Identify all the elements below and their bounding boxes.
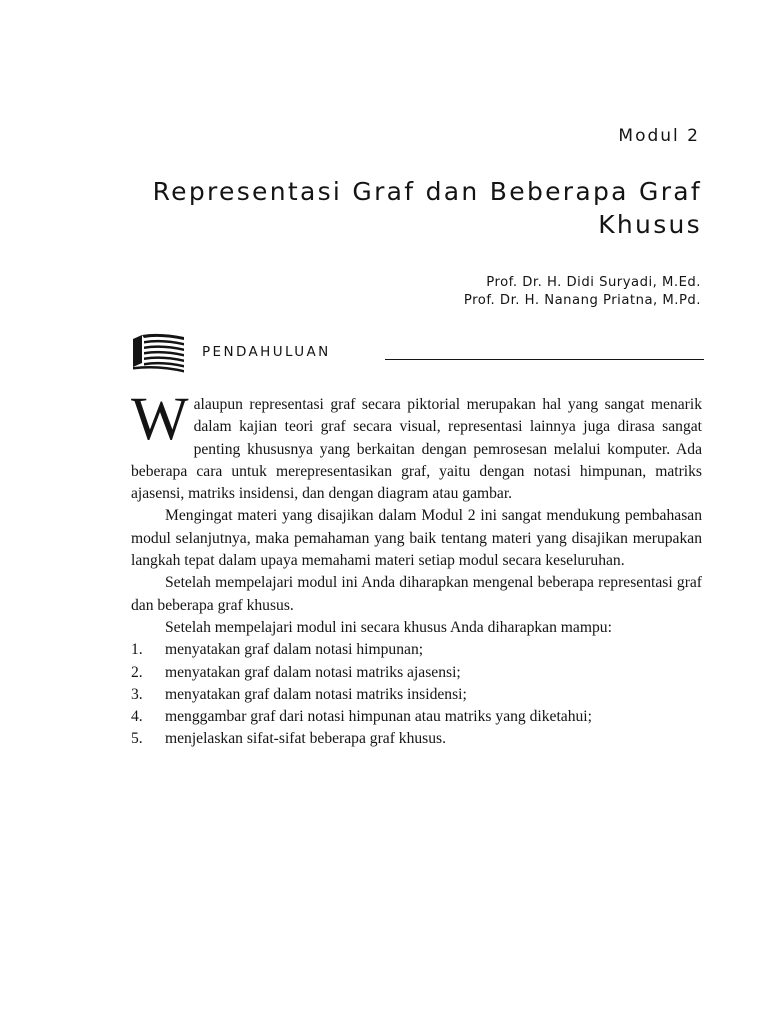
paragraph: Mengingat materi yang disajikan dalam Modul 2 ini sangat mendukung pembahasan modul selanjutnya, maka pemahaman yang baik tentang materi yang disajikan merupakan langkah tepat dalam upaya memahami materi setiap modul secara keseluruhan.: [131, 507, 702, 570]
list-number: 1.: [131, 641, 143, 659]
body-text: [131, 386, 702, 751]
section-label: PENDAHULUAN: [202, 344, 331, 360]
list-text: menyatakan graf dalam notasi himpunan;: [165, 641, 424, 659]
list-number: 2.: [131, 663, 143, 681]
list-item: [131, 662, 702, 684]
module-label: Modul 2: [618, 126, 700, 146]
paragraph: Setelah mempelajari modul ini Anda diharapkan mengenal beberapa representasi graf dan beberapa graf khusus.: [131, 574, 702, 614]
section-heading: [130, 333, 704, 373]
page-title: Representasi Graf dan Beberapa Graf Khusus: [152, 177, 702, 239]
list-text: menjelaskan sifat-sifat beberapa graf khusus.: [165, 730, 447, 748]
book-pages-icon: [130, 333, 186, 373]
list-item: [131, 706, 702, 728]
list-number: 5.: [131, 730, 143, 748]
author-list: [464, 274, 701, 310]
list-number: 3.: [131, 685, 143, 703]
section-divider: [385, 359, 704, 360]
list-item: [131, 728, 702, 750]
list-text: menggambar graf dari notasi himpunan atau matriks yang diketahui;: [165, 708, 592, 726]
drop-cap: W: [131, 386, 189, 453]
list-item: [131, 684, 702, 706]
objectives-list: [131, 639, 702, 750]
author-name: Prof. Dr. H. Didi Suryadi, M.Ed.: [486, 275, 701, 290]
list-item: [131, 639, 702, 661]
list-text: menyatakan graf dalam notasi matriks insidensi;: [165, 685, 467, 703]
author-name: Prof. Dr. H. Nanang Priatna, M.Pd.: [463, 293, 701, 308]
list-text: menyatakan graf dalam notasi matriks ajasensi;: [165, 663, 461, 681]
list-number: 4.: [131, 708, 143, 726]
paragraph-text: alaupun representasi graf secara piktorial merupakan hal yang sangat menarik dalam kajian teori graf secara visual, representasi lainnya juga dirasa sangat penting khususnya yang berkaitan dengan pemrosesan melalui komputer. Ada beberapa cara untuk merepresentasikan graf, yaitu dengan notasi himpunan, matriks ajasensi, matriks insidensi, dan dengan diagram atau gambar.: [131, 396, 702, 503]
paragraph: Setelah mempelajari modul ini secara khusus Anda diharapkan mampu:: [165, 618, 612, 636]
intro-paragraph: [131, 386, 702, 505]
